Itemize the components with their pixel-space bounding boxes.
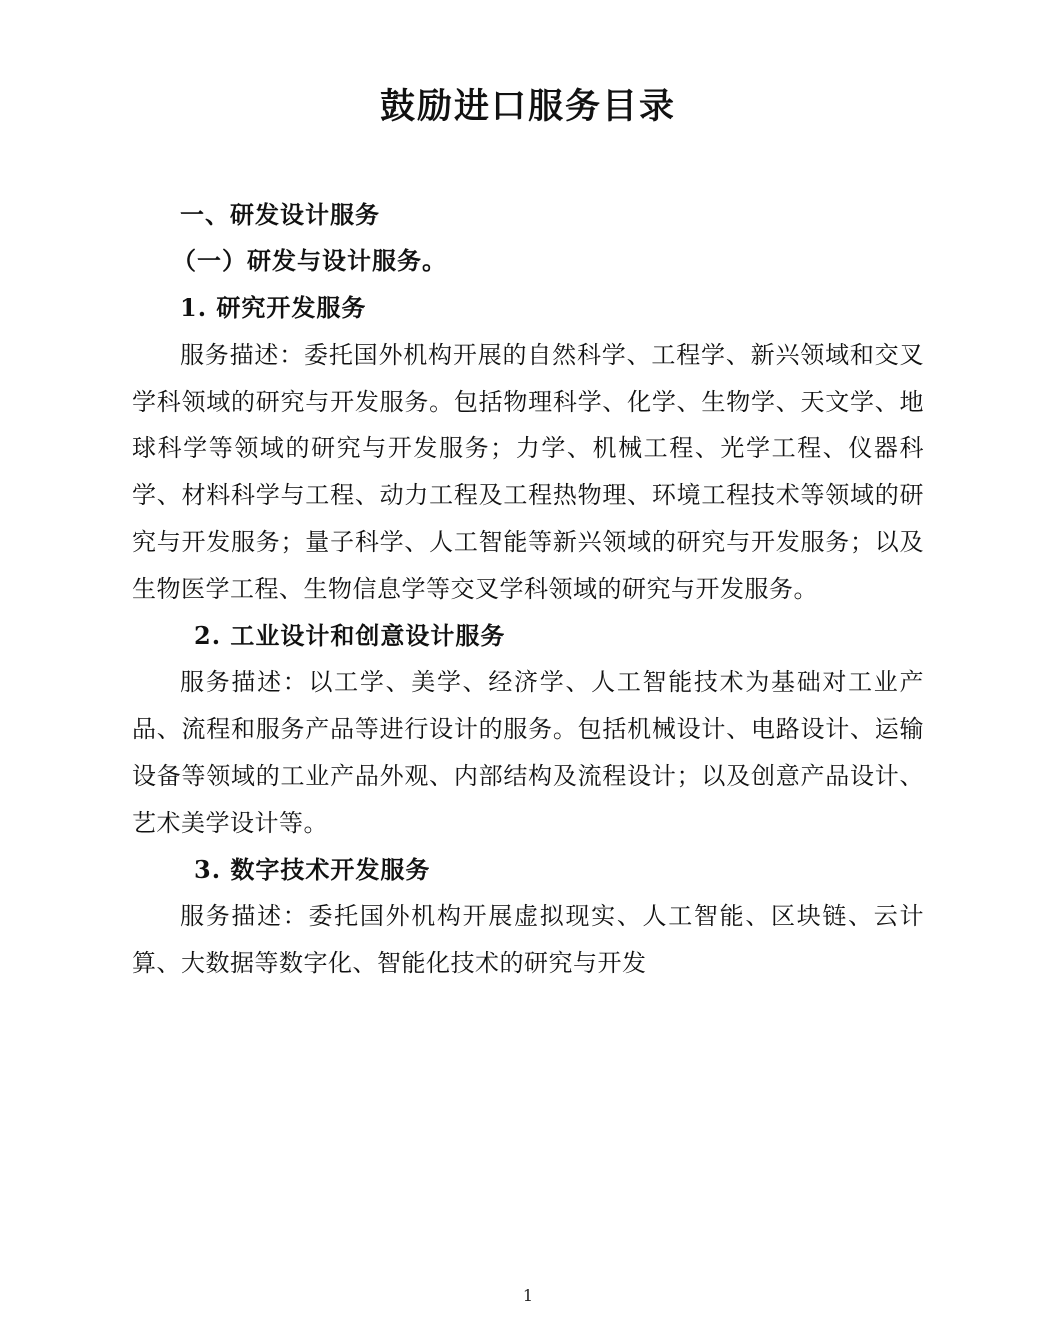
page-number: 1: [522, 1286, 534, 1305]
section-heading-level1: 一、研发设计服务: [180, 199, 380, 229]
item-heading-2: 2. 工业设计和创意设计服务: [194, 620, 506, 650]
paragraph-1: 服务描述：委托国外机构开展的自然科学、工程学、新兴领域和交叉学科领域的研究与开发服务。包括物理科学、化学、生物学、天文学、地球科学等领域的研究与开发服务；力学、机械工程、光学工程、仪器科学、材料科学与工程、动力工程及工程热物理、环境工程技术等领域的研究与开发服务；量子科学、人工智能等新兴领域的研究与开发服务；以及生物医学工程、生物信息学等交叉学科领域的研究与开发服务。: [132, 340, 924, 603]
section-heading-level2: （一）研发与设计服务。: [172, 246, 447, 276]
paragraph-2: 服务描述：以工学、美学、经济学、人工智能技术为基础对工业产品、流程和服务产品等进行设计的服务。包括机械设计、电路设计、运输设备等领域的工业产品外观、内部结构及流程设计；以及创意产品设计、艺术美学设计等。: [132, 668, 924, 837]
paragraph-3: 服务描述：委托国外机构开展虚拟现实、人工智能、区块链、云计算、大数据等数字化、智能化技术的研究与开发: [132, 902, 924, 978]
item-heading-3: 3. 数字技术开发服务: [194, 854, 431, 884]
document-body: [132, 192, 924, 988]
item-heading-1: 1. 研究开发服务: [180, 293, 367, 323]
page-title: 鼓励进口服务目录: [379, 86, 676, 127]
